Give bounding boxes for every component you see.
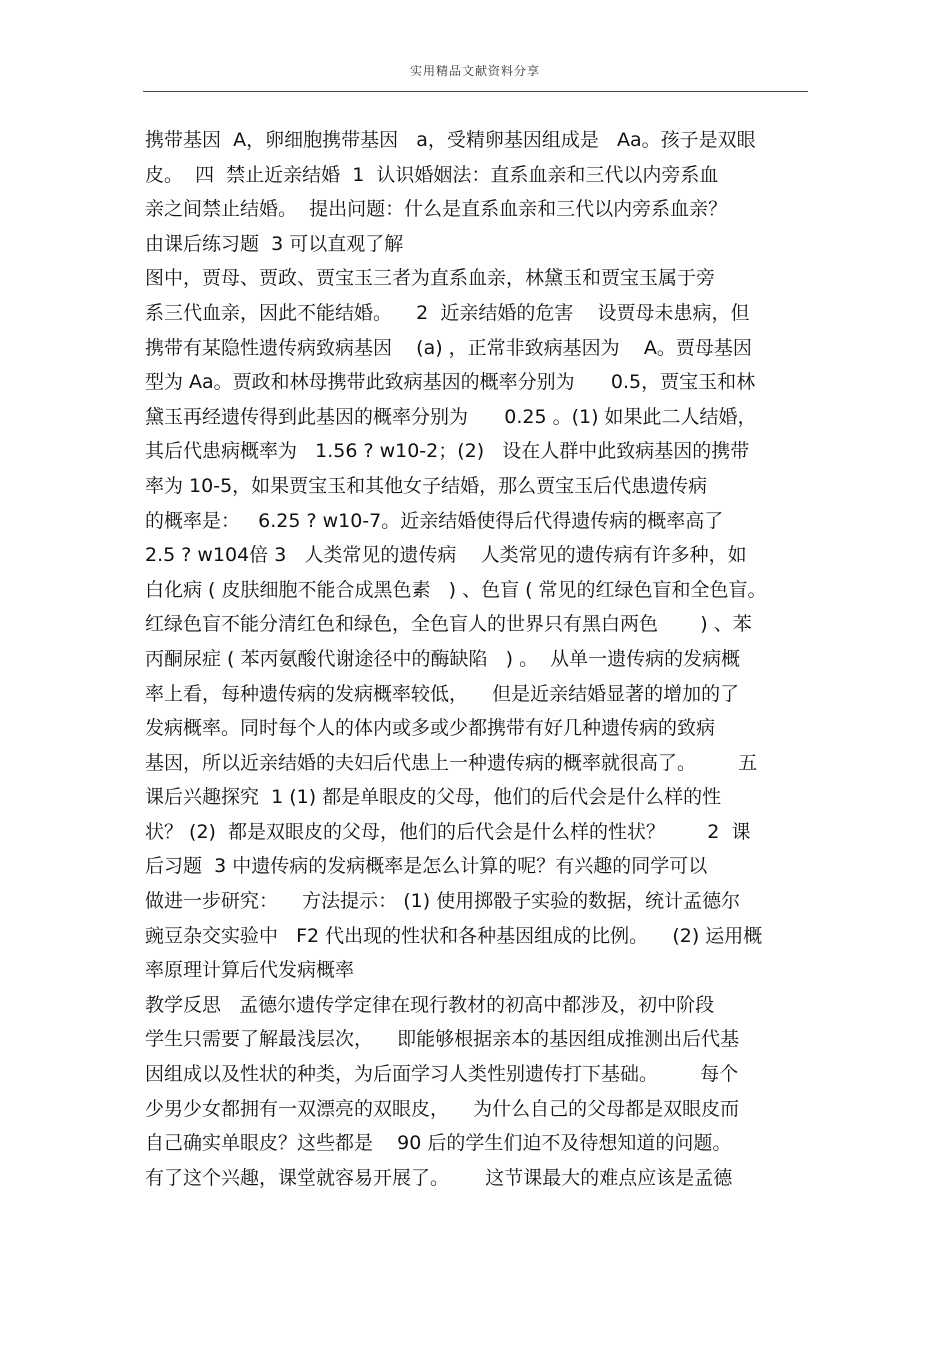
text-line: 有了这个兴趣，课堂就容易开展了。 这节课最大的难点应该是孟德 <box>145 1166 733 1189</box>
text-line: 其后代患病概率为 1.56 ? w10-2；(2) 设在人群中此致病基因的携带 <box>145 440 750 463</box>
text-line: 率为 10-5，如果贾宝玉和其他女子结婚，那么贾宝玉后代患遗传病 <box>145 474 708 497</box>
text-line: 发病概率。同时每个人的体内或多或少都携带有好几种遗传病的致病 <box>145 717 716 740</box>
text-line: 黛玉再经遗传得到此基因的概率分别为 0.25 。(1) 如果此二人结婚， <box>145 405 757 428</box>
text-line: 状？ (2) 都是双眼皮的父母，他们的后代会是什么样的性状？ 2 课 <box>145 820 751 843</box>
body-text <box>145 123 810 1195</box>
text-line: 白化病 ( 皮肤细胞不能合成黑色素 ) 、色盲 ( 常见的红绿色盲和全色盲。 <box>145 578 767 601</box>
text-line: 后习题 3 中遗传病的发病概率是怎么计算的呢？有兴趣的同学可以 <box>145 855 708 878</box>
text-line: 豌豆杂交实验中 F2 代出现的性状和各种基因组成的比例。 (2) 运用概 <box>145 924 763 947</box>
text-line: 做进一步研究： 方法提示： (1) 使用掷骰子实验的数据，统计孟德尔 <box>145 890 741 913</box>
text-line: 2.5 ? w104倍 3 人类常见的遗传病 人类常见的遗传病有许多种，如 <box>145 544 747 567</box>
text-line: 率上看，每种遗传病的发病概率较低， 但是近亲结婚显著的增加的了 <box>145 682 740 705</box>
text-line: 皮。 四 禁止近亲结婚 1 认识婚姻法：直系血亲和三代以内旁系血 <box>145 163 719 186</box>
text-line: 系三代血亲，因此不能结婚。 2 近亲结婚的危害 设贾母未患病，但 <box>145 301 750 324</box>
text-line: 携带基因 A，卵细胞携带基因 a，受精卵基因组成是 Aa。孩子是双眼 <box>145 129 756 151</box>
text-line: 的概率是： 6.25 ? w10-7。近亲结婚使得后代得遗传病的概率高了 <box>145 509 724 532</box>
text-line: 丙酮尿症 ( 苯丙氨酸代谢途径中的酶缺陷 ) 。 从单一遗传病的发病概 <box>145 647 741 670</box>
text-line: 基因，所以近亲结婚的夫妇后代患上一种遗传病的概率就很高了。 五 <box>145 751 758 774</box>
header-divider <box>143 91 808 92</box>
text-line: 学生只需要了解最浅层次， 即能够根据亲本的基因组成推测出后代基 <box>145 1028 740 1051</box>
text-line: 率原理计算后代发病概率 <box>145 959 355 982</box>
text-line: 教学反思 孟德尔遗传学定律在现行教材的初高中都涉及，初中阶段 <box>145 993 715 1016</box>
text-line: 自己确实单眼皮？这些都是 90 后的学生们迫不及待想知道的问题。 <box>145 1132 732 1155</box>
page-header: 实用精品文献资料分享 <box>409 64 540 78</box>
text-line: 型为 Aa。贾政和林母携带此致病基因的概率分别为 0.5，贾宝玉和林 <box>145 371 756 394</box>
text-line: 课后兴趣探究 1 (1) 都是单眼皮的父母，他们的后代会是什么样的性 <box>145 786 722 809</box>
text-line: 亲之间禁止结婚。 提出问题：什么是直系血亲和三代以内旁系血亲？ <box>145 198 728 221</box>
text-line: 由课后练习题 3 可以直观了解 <box>145 232 404 255</box>
text-line: 携带有某隐性遗传病致病基因 (a) ，正常非致病基因为 A。贾母基因 <box>145 336 752 359</box>
text-line: 红绿色盲不能分清红色和绿色，全色盲人的世界只有黑白两色 ) 、苯 <box>145 613 752 636</box>
text-line: 因组成以及性状的种类，为后面学习人类性别遗传打下基础。 每个 <box>145 1063 739 1086</box>
text-line: 图中，贾母、贾政、贾宝玉三者为直系血亲，林黛玉和贾宝玉属于旁 <box>145 267 716 290</box>
text-line: 少男少女都拥有一双漂亮的双眼皮， 为什么自己的父母都是双眼皮而 <box>145 1097 740 1120</box>
